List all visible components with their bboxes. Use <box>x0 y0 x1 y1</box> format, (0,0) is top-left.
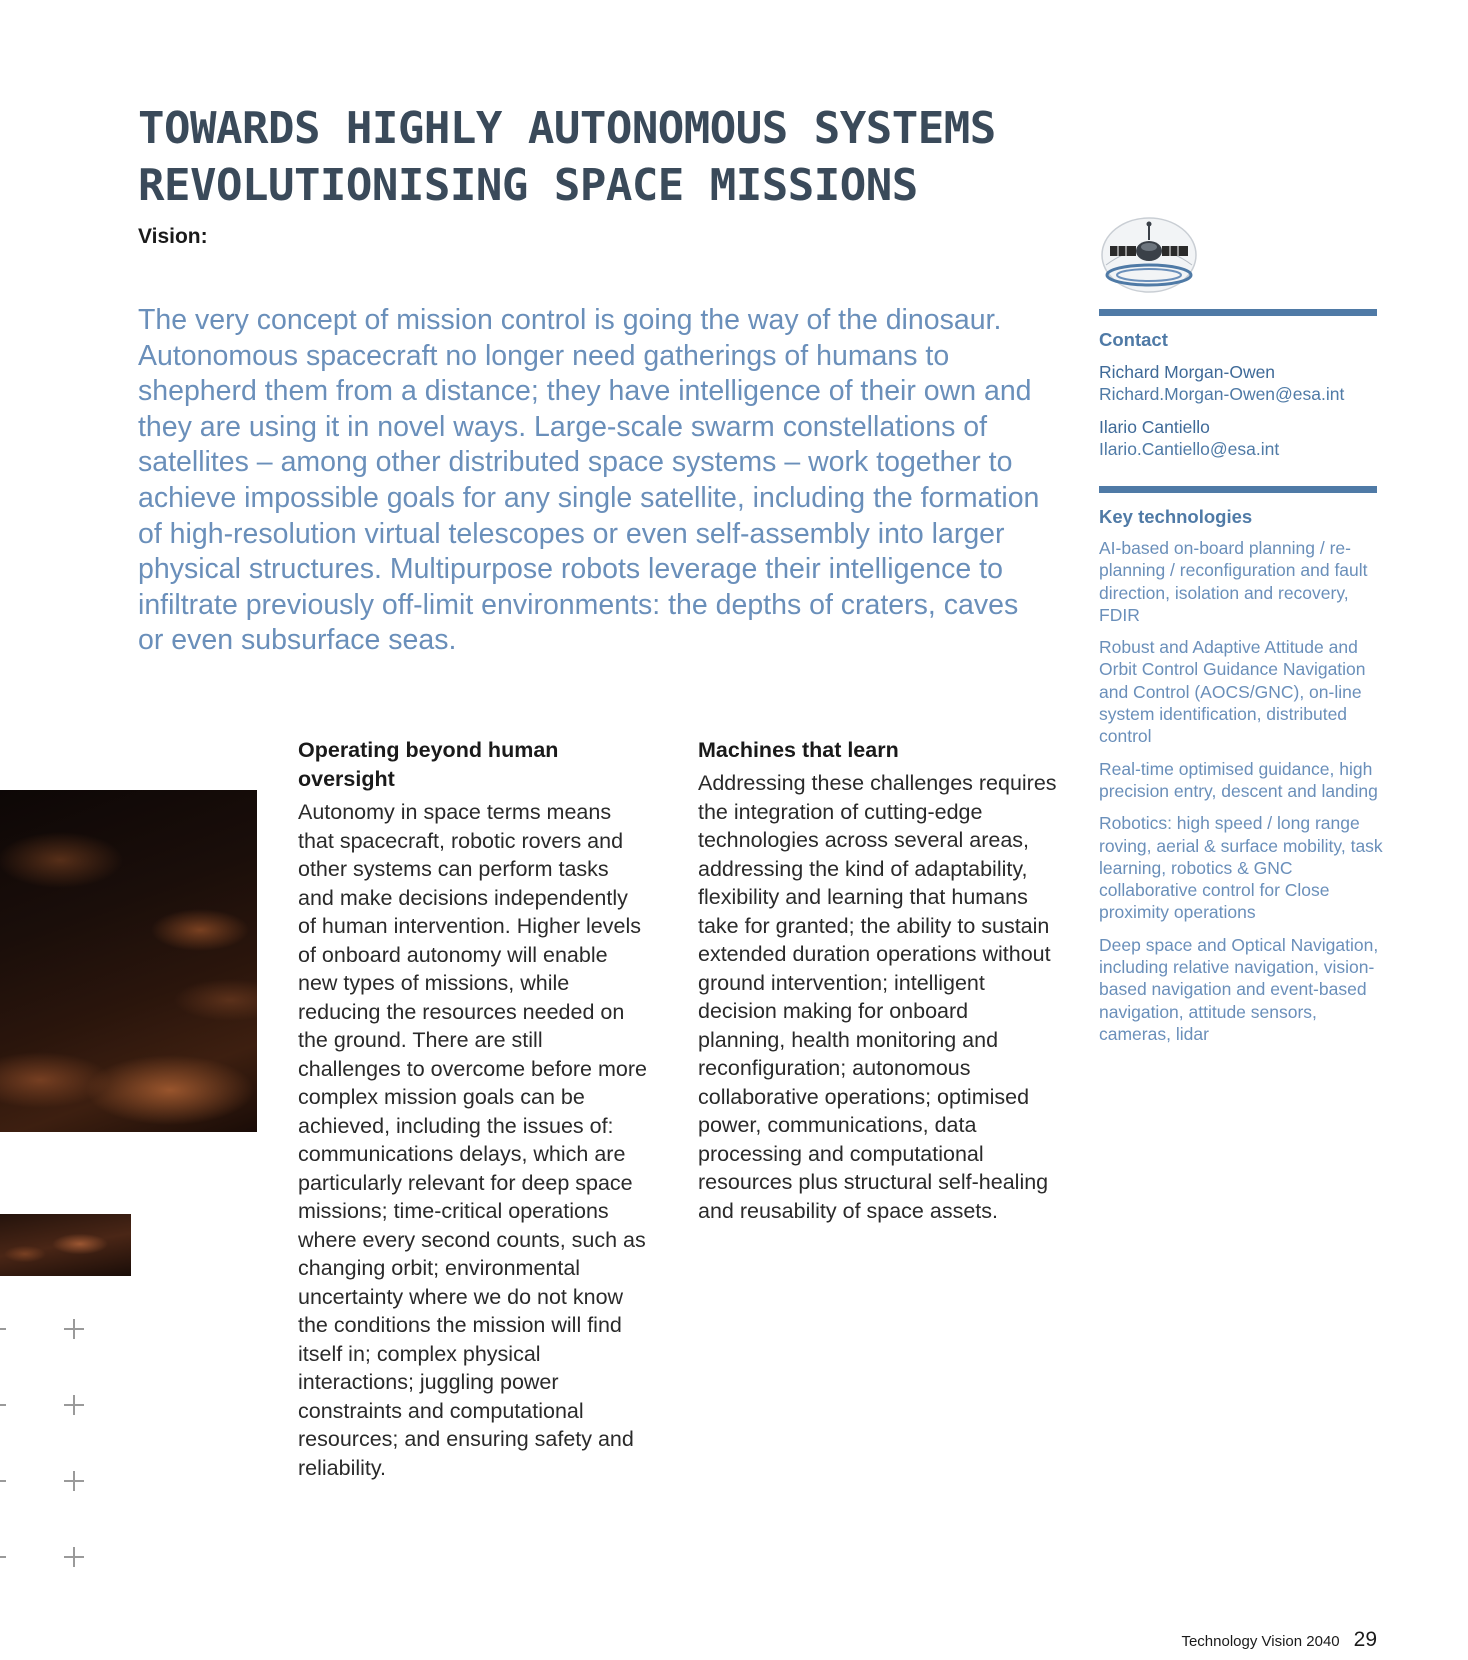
technologies-heading: Key technologies <box>1099 506 1253 527</box>
edge-tick <box>0 1328 6 1330</box>
technology-item: Robotics: high speed / long range roving, aerial & surface mobility, task learning, robotics & GNC collaborative control for Close proximity operations <box>1099 813 1383 923</box>
section-machines-that-learn <box>698 736 1058 1225</box>
technologies-divider <box>1099 486 1377 493</box>
vision-statement: The very concept of mission control is going the way of the dinosaur. Autonomous spacecraft no longer need gatherings of humans to shepherd them from a distance; they have intelligence of their own and they are using it in novel ways. Large-scale swarm constellations of satellites – among other distributed space systems – work together to achieve impossible goals for any single satellite, including the formation of high-resolution virtual telescopes or even self-assembly into larger physical structures. Multipurpose robots leverage their intelligence to infiltrate previously off-limit environments: the depths of craters, caves or even subsurface seas. <box>138 304 1040 657</box>
contact-heading: Contact <box>1099 329 1168 350</box>
edge-tick <box>0 1404 6 1406</box>
technologies-list <box>1099 537 1384 1055</box>
crosshair-marker <box>64 1547 84 1567</box>
contact-entry <box>1099 361 1389 405</box>
contact-email[interactable]: Ilario.Cantiello@esa.int <box>1099 439 1280 459</box>
contact-name: Ilario Cantiello <box>1099 417 1210 437</box>
technology-item: Real-time optimised guidance, high precision entry, descent and landing <box>1099 758 1378 801</box>
title-line-1: TOWARDS HIGHLY AUTONOMOUS SYSTEMS <box>138 103 996 154</box>
section-heading: Operating beyond human oversight <box>298 738 559 791</box>
contact-entry <box>1099 416 1389 460</box>
satellite-icon <box>1100 213 1198 293</box>
surface-image-large <box>0 790 257 1132</box>
page-number: 29 <box>1353 1628 1377 1651</box>
technology-item: Robust and Adaptive Attitude and Orbit Control Guidance Navigation and Control (AOCS/GNC), on-line system identification, distributed control <box>1099 637 1366 747</box>
section-operating-beyond-human-oversight <box>298 736 648 1482</box>
publication-title: Technology Vision 2040 <box>1181 1633 1340 1650</box>
contact-divider <box>1099 309 1377 316</box>
contact-email[interactable]: Richard.Morgan-Owen@esa.int <box>1099 384 1345 404</box>
crosshair-marker <box>64 1395 84 1415</box>
surface-image-small <box>0 1214 131 1276</box>
vision-label: Vision: <box>138 225 208 248</box>
edge-tick <box>0 1556 6 1558</box>
section-heading: Machines that learn <box>698 738 899 762</box>
section-body: Addressing these challenges requires the integration of cutting-edge technologies across several areas, addressing the kind of adaptability, flexibility and learning that humans take for granted; the ability to sustain extended duration operations without ground intervention; intelligent decision making for onboard planning, health monitoring and reconfiguration; autonomous collaborative operations; optimised power, communications, data processing and computational resources plus structural self-healing and reusability of space assets. <box>698 771 1057 1223</box>
page-title <box>138 100 1038 214</box>
technology-item: Deep space and Optical Navigation, including relative navigation, vision-based navigation and event-based navigation, attitude sensors, cameras, lidar <box>1099 934 1379 1044</box>
technology-item: AI-based on-board planning / re-planning / reconfiguration and fault direction, isolation and recovery, FDIR <box>1099 538 1368 625</box>
page-footer <box>1181 1628 1377 1652</box>
edge-tick <box>0 1480 6 1482</box>
contact-name: Richard Morgan-Owen <box>1099 362 1276 382</box>
crosshair-marker <box>64 1471 84 1491</box>
crosshair-marker <box>64 1319 84 1339</box>
section-body: Autonomy in space terms means that spacecraft, robotic rovers and other systems can perform tasks and make decisions independently of human intervention. Higher levels of onboard autonomy will enable new types of missions, while reducing the resources needed on the ground. There are still challenges to overcome before more complex mission goals can be achieved, including the issues of: communications delays, which are particularly relevant for deep space missions; time-critical operations where every second counts, such as changing orbit; environmental uncertainty where we do not know the conditions the mission will find itself in; complex physical interactions; juggling power constraints and computational resources; and ensuring safety and reliability. <box>298 800 647 1480</box>
title-line-2: REVOLUTIONISING SPACE MISSIONS <box>138 160 918 211</box>
